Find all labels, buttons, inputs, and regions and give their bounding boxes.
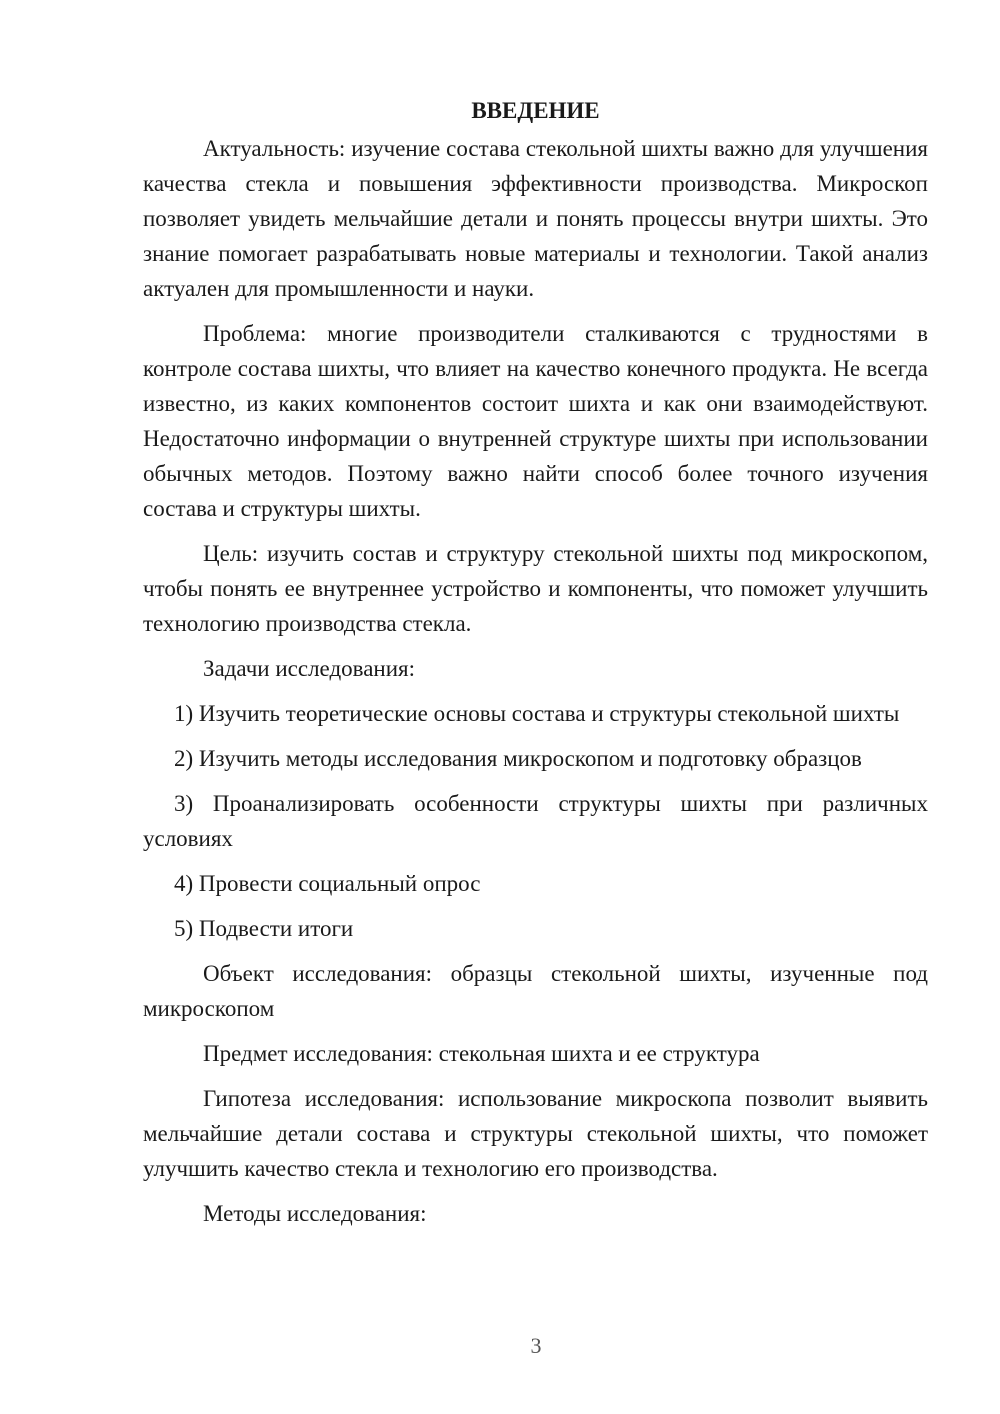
paragraph-relevance: Актуальность: изучение состава стекольной шихты важно для улучшения качества стекла и повышения эффективности производства. Микроскоп позволяет увидеть мельчайшие детали и понять процессы внутри шихты. Это знание помогает разрабатывать новые материалы и технологии. Такой анализ актуален для промышленности и науки. [143,136,928,301]
paragraph-tasks-heading: Задачи исследования: [203,656,416,681]
list-item-task-4: 4) Провести социальный опрос [174,871,481,896]
paragraph-subject: Предмет исследования: стекольная шихта и ее структура [203,1041,760,1066]
page-content [143,93,928,1231]
list-item-task-2: 2) Изучить методы исследования микроскопом и подготовку образцов [174,746,862,771]
page-number: 3 [530,1333,542,1358]
section-heading: ВВЕДЕНИЕ [471,98,600,123]
paragraph-hypothesis: Гипотеза исследования: использование микроскопа позволит выявить мельчайшие детали состава и структуры стекольной шихты, что поможет улучшить качество стекла и технологию его производства. [143,1086,928,1181]
paragraph-problem: Проблема: многие производители сталкиваются с трудностями в контроле состава шихты, что влияет на качество конечного продукта. Не всегда известно, из каких компонентов состоит шихта и как они взаимодействуют. Недостаточно информации о внутренней структуре шихты при использовании обычных методов. Поэтому важно найти способ более точного изучения состава и структуры шихты. [143,321,928,521]
paragraph-goal: Цель: изучить состав и структуру стекольной шихты под микроскопом, чтобы понять ее внутреннее устройство и компоненты, что поможет улучшить технологию производства стекла. [143,541,928,636]
list-item-task-5: 5) Подвести итоги [174,916,354,941]
paragraph-methods-heading: Методы исследования: [203,1201,427,1226]
list-item-task-3: 3) Проанализировать особенности структуры шихты при различных условиях [143,791,928,851]
list-item-task-1: 1) Изучить теоретические основы состава и структуры стекольной шихты [174,701,900,726]
paragraph-object: Объект исследования: образцы стекольной шихты, изученные под микроскопом [143,961,928,1021]
